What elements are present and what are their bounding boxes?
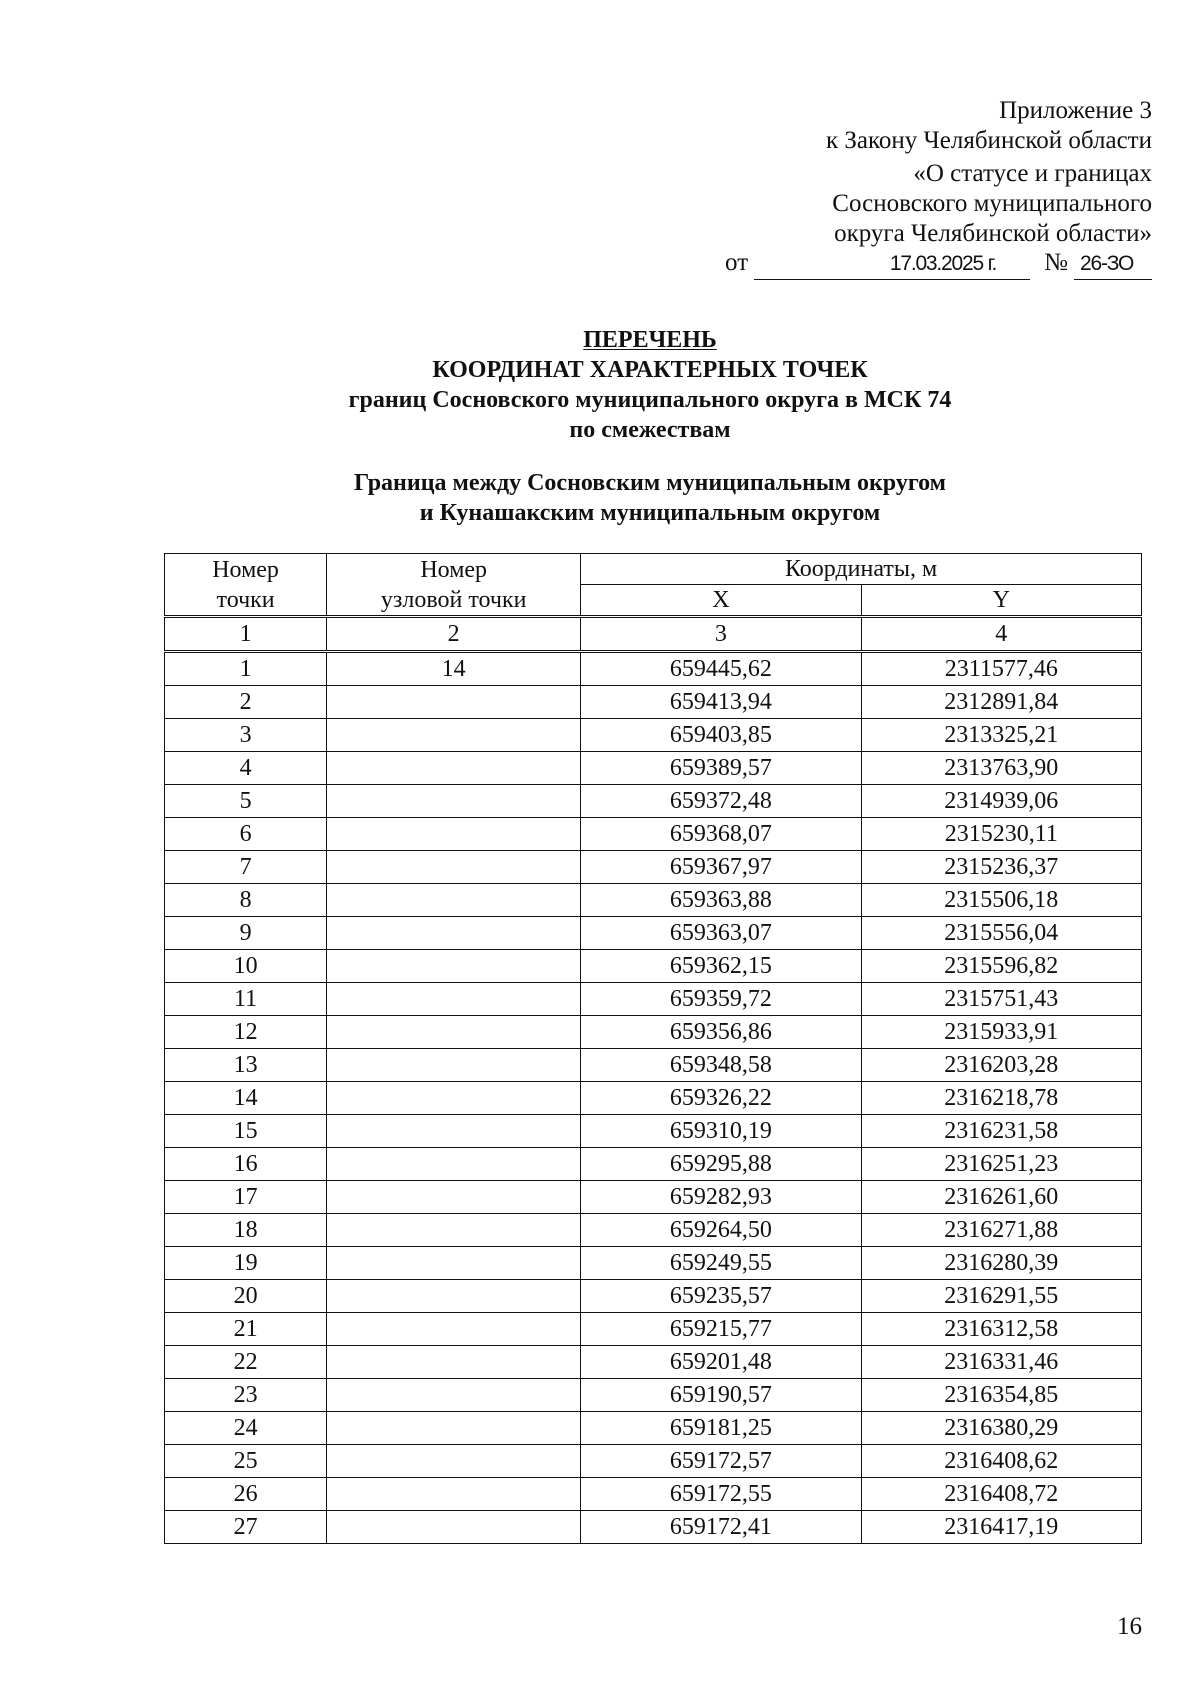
subtitle-line: и Кунашакским муниципальным округом (419, 500, 881, 526)
point-number-cell: 15 (165, 1115, 327, 1148)
node-number-cell (327, 1412, 581, 1445)
appendix-line: «О статусе и границах (913, 160, 1152, 187)
title-line: КООРДИНАТ ХАРАКТЕРНЫХ ТОЧЕК (432, 357, 868, 383)
column-number: 4 (861, 617, 1141, 652)
table-row (165, 652, 1142, 686)
y-coordinate-cell: 2316408,62 (861, 1445, 1141, 1478)
point-number-cell: 20 (165, 1280, 327, 1313)
node-number-cell (327, 1445, 581, 1478)
table-row (165, 818, 1142, 851)
header-text: точки (216, 586, 275, 613)
node-number-cell (327, 983, 581, 1016)
header-text: Номер (420, 556, 488, 583)
header-text: Номер (212, 556, 279, 583)
table-row (165, 1181, 1142, 1214)
y-coordinate-cell: 2315506,18 (861, 884, 1141, 917)
column-number-row (165, 617, 1142, 652)
table-row (165, 719, 1142, 752)
x-coordinate-cell: 659235,57 (581, 1280, 861, 1313)
point-number-cell: 14 (165, 1082, 327, 1115)
table-row (165, 917, 1142, 950)
x-coordinate-cell: 659445,62 (581, 652, 861, 686)
x-coordinate-cell: 659310,19 (581, 1115, 861, 1148)
x-coordinate-cell: 659172,41 (581, 1511, 861, 1544)
node-number-cell (327, 1181, 581, 1214)
header-coordinates: Координаты, м (581, 554, 1142, 585)
table-row (165, 851, 1142, 884)
node-number-cell (327, 1313, 581, 1346)
point-number-cell: 25 (165, 1445, 327, 1478)
x-coordinate-cell: 659190,57 (581, 1379, 861, 1412)
node-number-cell (327, 818, 581, 851)
point-number-cell: 13 (165, 1049, 327, 1082)
y-coordinate-cell: 2314939,06 (861, 785, 1141, 818)
column-number: 2 (327, 617, 581, 652)
y-coordinate-cell: 2313763,90 (861, 752, 1141, 785)
column-number: 3 (581, 617, 861, 652)
point-number-cell: 21 (165, 1313, 327, 1346)
table-row (165, 1082, 1142, 1115)
y-coordinate-cell: 2316417,19 (861, 1511, 1141, 1544)
y-coordinate-cell: 2316251,23 (861, 1148, 1141, 1181)
table-row (165, 1280, 1142, 1313)
coordinates-table (164, 553, 1142, 1544)
y-coordinate-cell: 2315556,04 (861, 917, 1141, 950)
y-coordinate-cell: 2316354,85 (861, 1379, 1141, 1412)
node-number-cell (327, 884, 581, 917)
y-coordinate-cell: 2311577,46 (861, 652, 1141, 686)
y-coordinate-cell: 2315596,82 (861, 950, 1141, 983)
table-row (165, 950, 1142, 983)
point-number-cell: 4 (165, 752, 327, 785)
y-coordinate-cell: 2315230,11 (861, 818, 1141, 851)
node-number-cell (327, 1478, 581, 1511)
header-text: узловой точки (380, 586, 527, 613)
x-coordinate-cell: 659362,15 (581, 950, 861, 983)
y-coordinate-cell: 2315236,37 (861, 851, 1141, 884)
y-coordinate-cell: 2316218,78 (861, 1082, 1141, 1115)
header-point-number (165, 554, 327, 617)
table-row (165, 1313, 1142, 1346)
appendix-line: к Закону Челябинской области (826, 127, 1152, 154)
appendix-line: Приложение 3 (999, 97, 1152, 124)
law-date-number (725, 248, 1152, 280)
number-label: № (1044, 249, 1068, 276)
x-coordinate-cell: 659389,57 (581, 752, 861, 785)
title-line: по смежествам (569, 417, 731, 443)
table-row (165, 1148, 1142, 1181)
node-number-cell (327, 1049, 581, 1082)
point-number-cell: 24 (165, 1412, 327, 1445)
table-row (165, 983, 1142, 1016)
table-row (165, 1412, 1142, 1445)
node-number-cell (327, 1082, 581, 1115)
x-coordinate-cell: 659215,77 (581, 1313, 861, 1346)
point-number-cell: 12 (165, 1016, 327, 1049)
y-coordinate-cell: 2316380,29 (861, 1412, 1141, 1445)
point-number-cell: 17 (165, 1181, 327, 1214)
table-row (165, 752, 1142, 785)
x-coordinate-cell: 659367,97 (581, 851, 861, 884)
point-number-cell: 22 (165, 1346, 327, 1379)
title-line: ПЕРЕЧЕНЬ (583, 327, 717, 353)
x-coordinate-cell: 659172,55 (581, 1478, 861, 1511)
point-number-cell: 19 (165, 1247, 327, 1280)
y-coordinate-cell: 2313325,21 (861, 719, 1141, 752)
x-coordinate-cell: 659356,86 (581, 1016, 861, 1049)
point-number-cell: 1 (165, 652, 327, 686)
y-coordinate-cell: 2316291,55 (861, 1280, 1141, 1313)
x-coordinate-cell: 659359,72 (581, 983, 861, 1016)
x-coordinate-cell: 659282,93 (581, 1181, 861, 1214)
point-number-cell: 8 (165, 884, 327, 917)
node-number-cell (327, 1511, 581, 1544)
y-coordinate-cell: 2315933,91 (861, 1016, 1141, 1049)
node-number-cell (327, 785, 581, 818)
x-coordinate-cell: 659201,48 (581, 1346, 861, 1379)
table-row (165, 1445, 1142, 1478)
node-number-cell (327, 1280, 581, 1313)
law-date: 17.03.2025 г. (754, 249, 1030, 280)
y-coordinate-cell: 2312891,84 (861, 686, 1141, 719)
header-x: X (581, 585, 861, 617)
table-row (165, 1247, 1142, 1280)
y-coordinate-cell: 2315751,43 (861, 983, 1141, 1016)
node-number-cell (327, 1346, 581, 1379)
header-y: Y (861, 585, 1141, 617)
title-line: границ Сосновского муниципального округа в МСК 74 (348, 387, 952, 413)
from-label: от (725, 249, 749, 276)
appendix-line: Сосновского муниципального (832, 190, 1152, 217)
table-row (165, 1346, 1142, 1379)
node-number-cell (327, 1148, 581, 1181)
document-title (150, 325, 1150, 445)
x-coordinate-cell: 659348,58 (581, 1049, 861, 1082)
y-coordinate-cell: 2316331,46 (861, 1346, 1141, 1379)
node-number-cell (327, 752, 581, 785)
table-row (165, 1379, 1142, 1412)
point-number-cell: 11 (165, 983, 327, 1016)
table-header-row (165, 554, 1142, 585)
x-coordinate-cell: 659249,55 (581, 1247, 861, 1280)
point-number-cell: 7 (165, 851, 327, 884)
node-number-cell (327, 1214, 581, 1247)
table-row (165, 1016, 1142, 1049)
point-number-cell: 16 (165, 1148, 327, 1181)
x-coordinate-cell: 659172,57 (581, 1445, 861, 1478)
node-number-cell (327, 950, 581, 983)
point-number-cell: 26 (165, 1478, 327, 1511)
node-number-cell: 14 (327, 652, 581, 686)
y-coordinate-cell: 2316203,28 (861, 1049, 1141, 1082)
point-number-cell: 18 (165, 1214, 327, 1247)
point-number-cell: 10 (165, 950, 327, 983)
node-number-cell (327, 719, 581, 752)
node-number-cell (327, 1247, 581, 1280)
point-number-cell: 27 (165, 1511, 327, 1544)
table-row (165, 1115, 1142, 1148)
x-coordinate-cell: 659295,88 (581, 1148, 861, 1181)
header-node-number (327, 554, 581, 617)
point-number-cell: 9 (165, 917, 327, 950)
table-row (165, 686, 1142, 719)
section-subtitle (150, 468, 1150, 528)
y-coordinate-cell: 2316261,60 (861, 1181, 1141, 1214)
x-coordinate-cell: 659363,88 (581, 884, 861, 917)
table-row (165, 1049, 1142, 1082)
point-number-cell: 2 (165, 686, 327, 719)
point-number-cell: 3 (165, 719, 327, 752)
page-number: 16 (1117, 1613, 1142, 1640)
x-coordinate-cell: 659413,94 (581, 686, 861, 719)
y-coordinate-cell: 2316312,58 (861, 1313, 1141, 1346)
node-number-cell (327, 1115, 581, 1148)
table-row (165, 1511, 1142, 1544)
table-row (165, 785, 1142, 818)
point-number-cell: 5 (165, 785, 327, 818)
y-coordinate-cell: 2316408,72 (861, 1478, 1141, 1511)
y-coordinate-cell: 2316271,88 (861, 1214, 1141, 1247)
x-coordinate-cell: 659181,25 (581, 1412, 861, 1445)
point-number-cell: 23 (165, 1379, 327, 1412)
table-row (165, 1214, 1142, 1247)
x-coordinate-cell: 659326,22 (581, 1082, 861, 1115)
subtitle-line: Граница между Сосновским муниципальным округом (353, 470, 947, 496)
node-number-cell (327, 686, 581, 719)
law-number: 26-ЗО (1074, 249, 1152, 280)
node-number-cell (327, 1379, 581, 1412)
point-number-cell: 6 (165, 818, 327, 851)
y-coordinate-cell: 2316231,58 (861, 1115, 1141, 1148)
node-number-cell (327, 851, 581, 884)
x-coordinate-cell: 659264,50 (581, 1214, 861, 1247)
column-number: 1 (165, 617, 327, 652)
x-coordinate-cell: 659403,85 (581, 719, 861, 752)
appendix-line: округа Челябинской области» (834, 220, 1152, 247)
node-number-cell (327, 1016, 581, 1049)
table-row (165, 884, 1142, 917)
y-coordinate-cell: 2316280,39 (861, 1247, 1141, 1280)
table-row (165, 1478, 1142, 1511)
x-coordinate-cell: 659368,07 (581, 818, 861, 851)
node-number-cell (327, 917, 581, 950)
appendix-header (826, 96, 1152, 249)
x-coordinate-cell: 659372,48 (581, 785, 861, 818)
x-coordinate-cell: 659363,07 (581, 917, 861, 950)
